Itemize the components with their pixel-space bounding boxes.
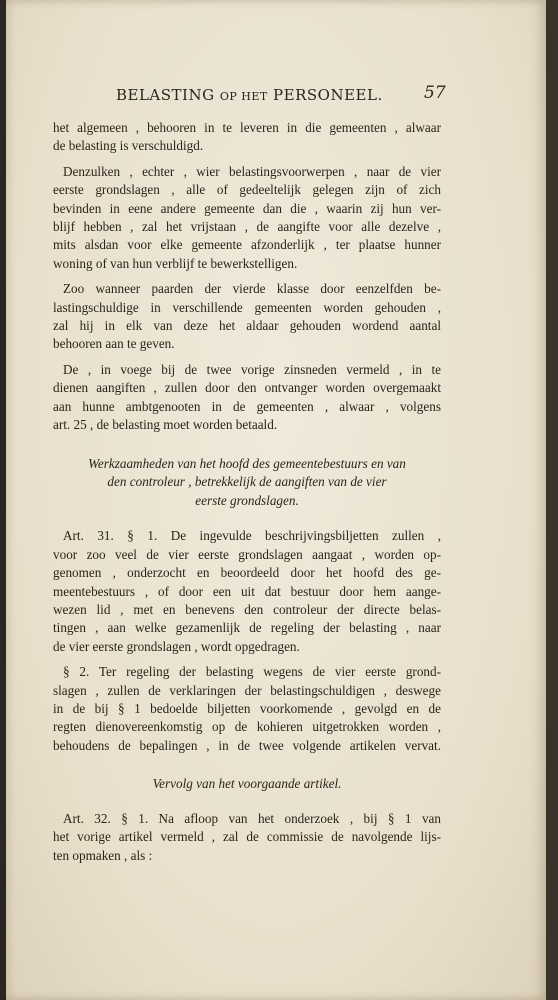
text-line: tingen , aan welke gezamenlijk de regeling der belasting , naar xyxy=(53,620,441,636)
heading-line: Werkzaamheden van het hoofd des gemeentebestuurs en van xyxy=(88,455,406,471)
running-head-title-b: OP HET xyxy=(219,90,268,103)
text-line: § 2. Ter regeling der belasting wegens de vier eerste grond- xyxy=(63,664,441,680)
text-line: het algemeen , behooren in te leveren in die gemeenten , alwaar xyxy=(53,120,441,135)
text-line: het vorige artikel vermeld , zal de commissie de navolgende lijs- xyxy=(53,829,441,845)
text-line: art. 25 , de belasting moet worden betaald. xyxy=(53,417,278,433)
heading-line: Vervolg van het voorgaande artikel. xyxy=(152,776,342,792)
text-line: mits alsdan voor elke gemeente afzonderlijk , ter plaatse hunner xyxy=(53,237,441,253)
text-line: wezen lid , met en benevens den controleur der directe belas- xyxy=(53,601,441,617)
text-line: in de bij § 1 bedoelde biljetten voorkomende , gevolgd en de xyxy=(53,700,441,716)
text-line: dienen aangiften , zullen door den ontvanger worden overgemaakt xyxy=(53,380,441,396)
text-line: ten opmaken , als : xyxy=(53,847,153,863)
text-line: lastingschuldige in verschillende gemeenten worden gehouden , xyxy=(53,299,441,315)
body-text xyxy=(53,119,441,865)
paragraph-3 xyxy=(53,280,441,354)
text-line: de belasting is verschuldigd. xyxy=(53,138,204,154)
heading-line: eerste grondslagen. xyxy=(195,492,299,508)
text-line: blijf hebben , zal het vrijstaan , de aangifte voor alle dezelve , xyxy=(53,219,441,235)
text-line: de vier eerste grondslagen , wordt opgedragen. xyxy=(53,638,300,654)
text-line: eerste grondslagen , alle of gedeeltelijk gelegen zijn of zich xyxy=(53,182,441,198)
page-number: 57 xyxy=(424,83,446,103)
text-line: Zoo wanneer paarden der vierde klasse door eenzelfden be- xyxy=(63,281,441,297)
book-page xyxy=(6,0,546,1000)
paragraph-2 xyxy=(53,163,441,273)
text-line: De , in voege bij de twee vorige zinsneden vermeld , in te xyxy=(63,361,441,377)
text-line: regten dienovereenkomstig op de kohieren uitgetrokken worden , xyxy=(53,719,441,735)
running-head-title-c: PERSONEEL. xyxy=(273,86,383,104)
text-line: behoudens de bepalingen , in de twee volgende artikelen vervat. xyxy=(53,737,441,753)
running-head xyxy=(116,86,446,104)
paragraph-4 xyxy=(53,361,441,435)
text-line: aan hunne ambtgenooten in de gemeenten , alwaar , volgens xyxy=(53,398,441,414)
text-line: zal hij in elk van deze het aldaar gehouden wordend aantal xyxy=(53,318,441,334)
paragraph-7 xyxy=(53,810,441,865)
text-line: woning of van hun verblijf te bewerkstelligen. xyxy=(53,255,298,271)
running-head-title-a: BELASTING xyxy=(116,86,215,104)
text-line: Art. 31. § 1. De ingevulde beschrijvingsbiljetten zullen , xyxy=(63,528,441,544)
text-line: bevinden in eene andere gemeente dan die , waarin zij hun ver- xyxy=(53,200,441,216)
paragraph-1 xyxy=(53,119,441,156)
heading-line: den controleur , betrekkelijk de aangiften van de vier xyxy=(107,474,387,490)
paragraph-5 xyxy=(53,527,441,656)
page-edge xyxy=(546,0,558,1000)
section-heading-1 xyxy=(53,455,441,511)
section-heading-2 xyxy=(53,775,441,794)
text-line: voor zoo veel de vier eerste grondslagen aangaat , worden op- xyxy=(53,546,441,562)
text-line: slagen , zullen de verklaringen der belastingschuldigen , deswege xyxy=(53,682,441,698)
text-line: behooren aan te geven. xyxy=(53,336,175,352)
paragraph-6 xyxy=(53,663,441,755)
text-line: genomen , onderzocht en beoordeeld door het hoofd des ge- xyxy=(53,565,441,581)
text-line: Denzulken , echter , wier belastingsvoorwerpen , naar de vier xyxy=(63,163,441,179)
text-line: Art. 32. § 1. Na afloop van het onderzoek , bij § 1 van xyxy=(63,810,441,826)
text-line: meentebestuurs , of door een uit dat bestuur door hem aange- xyxy=(53,583,441,599)
